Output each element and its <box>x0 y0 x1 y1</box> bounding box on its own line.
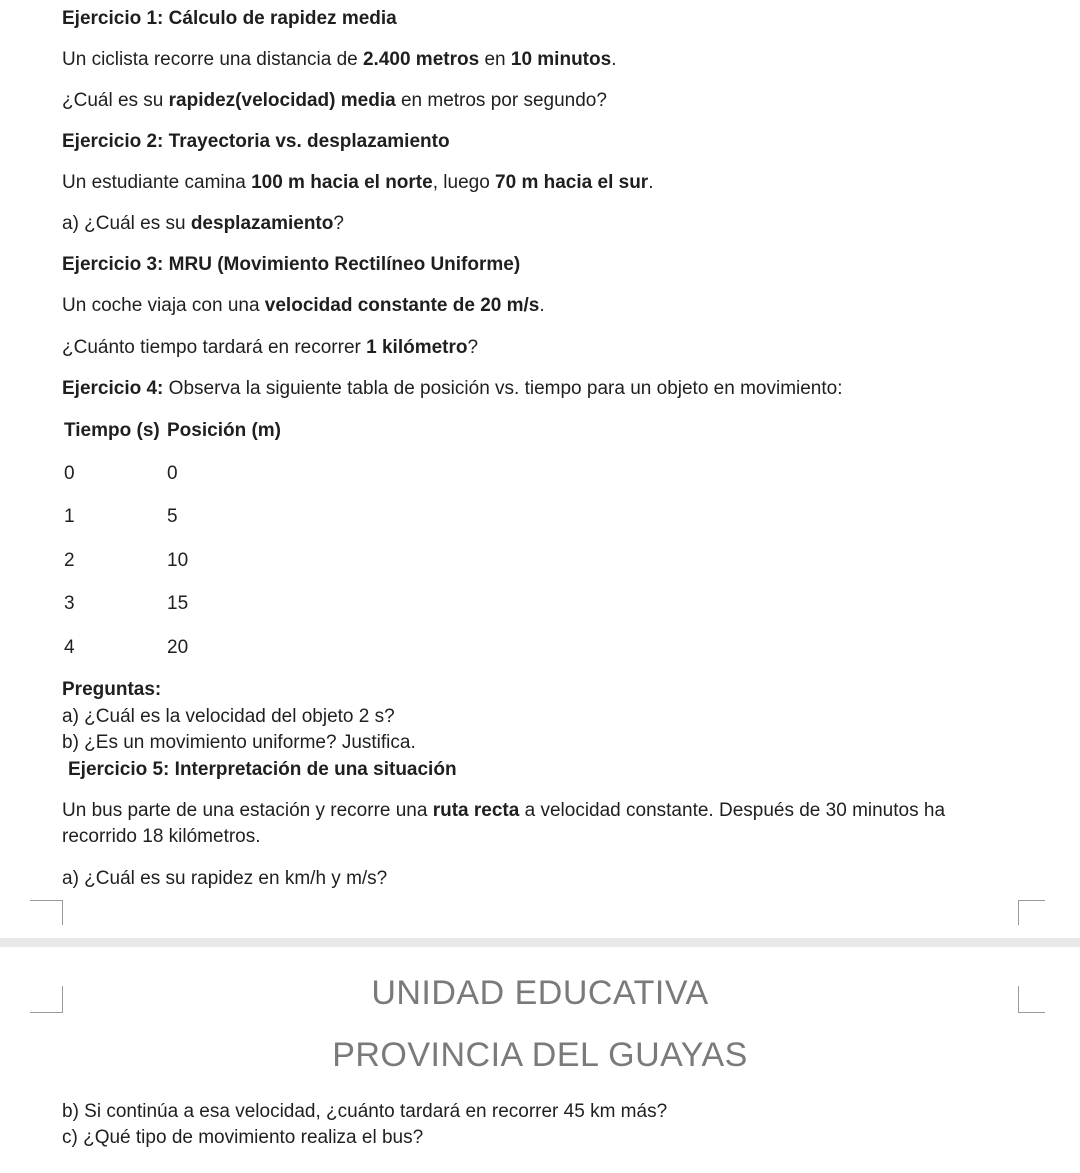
ex4-question-a: a) ¿Cuál es la velocidad del objeto 2 s? <box>62 706 395 727</box>
ex4-title: Ejercicio 4: Observa la siguiente tabla de posición vs. tiempo para un objeto en movimiento: <box>62 378 843 399</box>
page-break <box>0 938 1080 947</box>
table-cell: 3 <box>64 593 75 614</box>
school-name-line2: PROVINCIA DEL GUAYAS <box>332 1036 748 1074</box>
page-corner-mark <box>30 900 63 925</box>
table-cell: 4 <box>64 637 75 658</box>
table-cell: 1 <box>64 506 75 527</box>
ex1-title: Ejercicio 1: Cálculo de rapidez media <box>62 8 397 29</box>
ex2-title: Ejercicio 2: Trayectoria vs. desplazamiento <box>62 131 450 152</box>
ex1-question: ¿Cuál es su rapidez(velocidad) media en metros por segundo? <box>62 90 607 111</box>
table-cell: 10 <box>167 550 189 571</box>
ex3-statement: Un coche viaja con una velocidad constante de 20 m/s. <box>62 295 545 316</box>
ex3-question: ¿Cuánto tiempo tardará en recorrer 1 kilómetro? <box>62 337 479 358</box>
table-header-position: Posición (m) <box>167 420 282 441</box>
ex5-statement: Un bus parte de una estación y recorre una ruta recta a velocidad constante. Después de 30 minutos ha <box>62 800 946 821</box>
page-corner-mark <box>1018 900 1045 925</box>
ex1-statement: Un ciclista recorre una distancia de 2.400 metros en 10 minutos. <box>62 49 617 70</box>
table-header-time: Tiempo (s) <box>64 420 160 441</box>
table-cell: 15 <box>167 593 189 614</box>
ex4-question-b: b) ¿Es un movimiento uniforme? Justifica. <box>62 732 416 753</box>
ex3-title: Ejercicio 3: MRU (Movimiento Rectilíneo Uniforme) <box>62 254 521 275</box>
table-cell: 0 <box>64 463 75 484</box>
ex2-statement: Un estudiante camina 100 m hacia el norte, luego 70 m hacia el sur. <box>62 172 654 193</box>
table-cell: 20 <box>167 637 189 658</box>
table-cell: 5 <box>167 506 178 527</box>
ex2-question: a) ¿Cuál es su desplazamiento? <box>62 213 344 234</box>
ex5-question-b: b) Si continúa a esa velocidad, ¿cuánto tardará en recorrer 45 km más? <box>62 1101 668 1122</box>
table-cell: 0 <box>167 463 178 484</box>
ex5-question-a: a) ¿Cuál es su rapidez en km/h y m/s? <box>62 868 388 889</box>
ex5-statement-line2: recorrido 18 kilómetros. <box>62 826 261 847</box>
ex5-question-c: c) ¿Qué tipo de movimiento realiza el bus? <box>62 1127 424 1148</box>
table-cell: 2 <box>64 550 75 571</box>
ex5-title: Ejercicio 5: Interpretación de una situación <box>68 759 457 780</box>
school-name-line1: UNIDAD EDUCATIVA <box>371 974 709 1012</box>
questions-title: Preguntas: <box>62 679 162 700</box>
